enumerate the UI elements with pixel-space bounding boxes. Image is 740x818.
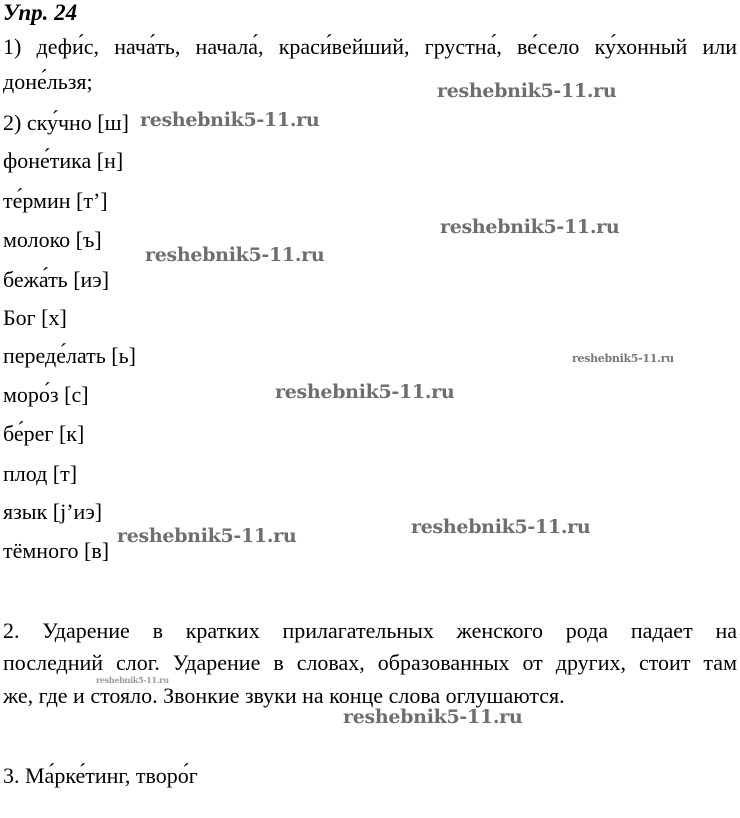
list-item: бежа́ть [иэ] [3,267,110,292]
list-item: фоне́тика [н] [3,148,124,173]
watermark: reshebnik5-11.ru [411,516,591,538]
list-item: моро́з [с] [3,382,89,407]
paragraph2-line1: 2. Ударение в кратких прилагательных женского рода падает на [3,618,737,643]
exercise-title: Упр. 24 [3,0,78,25]
section1-line1: 1) дефи́с, нача́ть, начала́, краси́вейший, грустна́, ве́село ку́хонный или [3,34,737,59]
watermark: reshebnik5-11.ru [437,80,617,102]
watermark: reshebnik5-11.ru [96,675,169,685]
list-item: тёмного [в] [3,538,110,563]
watermark: reshebnik5-11.ru [140,109,320,131]
section1-line2: доне́льзя; [3,69,93,94]
section3-line: 3. Ма́рке́тинг, творо́г [3,763,198,788]
list-item: молоко [ъ] [3,227,102,252]
watermark: reshebnik5-11.ru [440,216,620,238]
watermark: reshebnik5-11.ru [117,525,297,547]
watermark: reshebnik5-11.ru [275,381,455,403]
watermark: reshebnik5-11.ru [572,352,674,365]
list-item: бе́рег [к] [3,421,85,446]
list-item: те́рмин [т’] [3,188,108,213]
list-item: переде́лать [ь] [3,343,136,368]
paragraph2-line2: последний слог. Ударение в словах, образованных от других, стоит там [3,650,737,675]
list-item: Бог [х] [3,305,67,330]
watermark: reshebnik5-11.ru [145,244,325,266]
paragraph2-line3: же, где и стояло. Звонкие звуки на конце слова оглушаются. [3,683,565,708]
list-item: 2) ску́чно [ш] [3,110,129,135]
watermark: reshebnik5-11.ru [343,706,523,728]
list-item: язык [j’иэ] [3,499,103,524]
list-item: плод [т] [3,461,78,486]
